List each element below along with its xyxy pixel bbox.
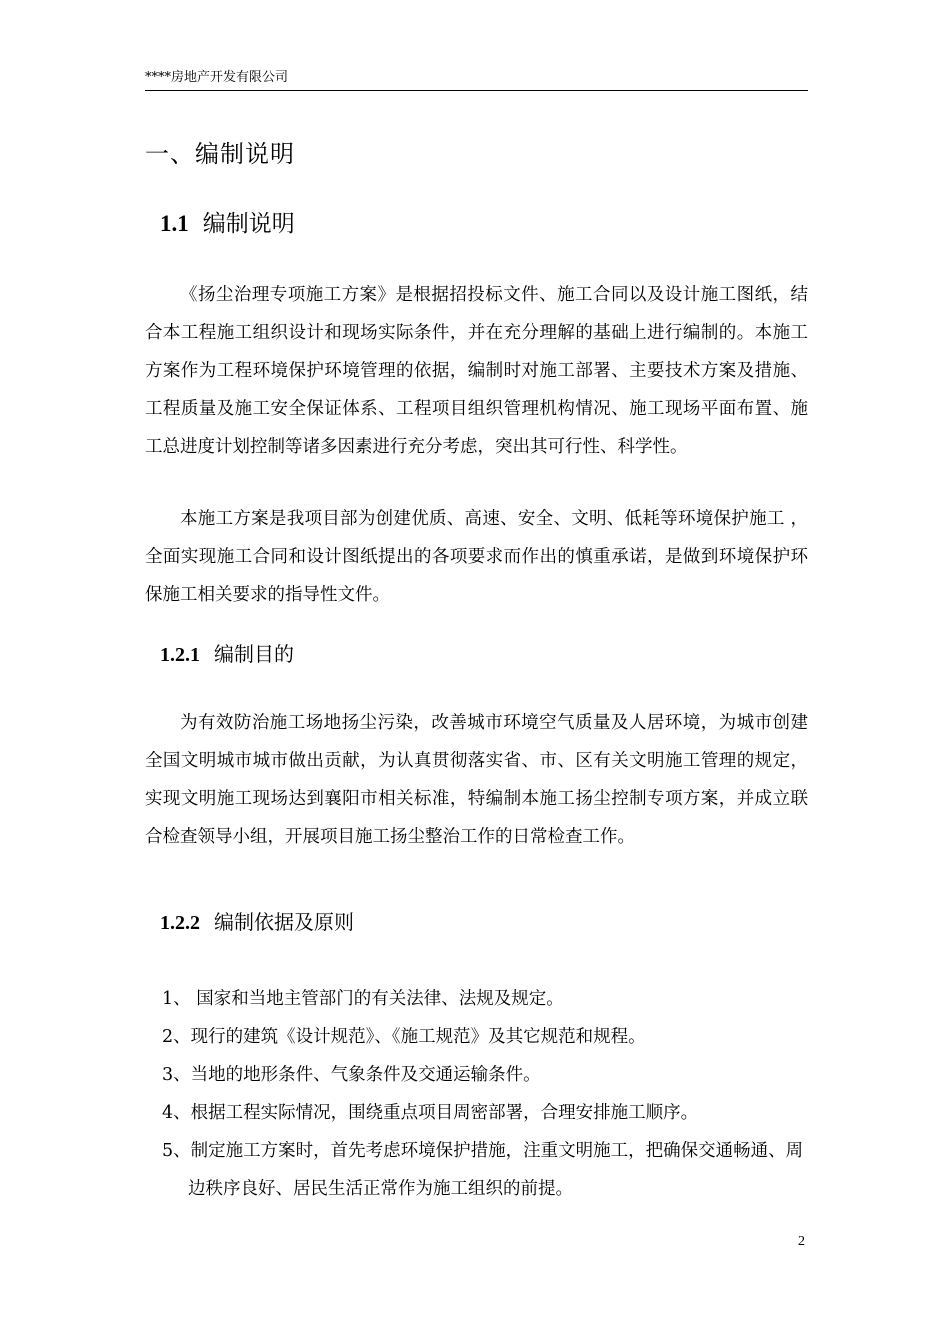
section-heading-1-2-2 [160,907,354,938]
section-number: 1.2.1 [160,644,200,666]
section-title: 编制依据及原则 [214,910,354,934]
list-item: 2、现行的建筑《设计规范》、《施工规范》及其它规范和规程。 [162,1027,646,1047]
paragraph-1: 《扬尘治理专项施工方案》是根据招投标文件、施工合同以及设计施工图纸，结合本工程施工组织设计和现场实际条件，并在充分理解的基础上进行编制的。本施工方案作为工程环境保护环境管理的依据，编制时对施工部署、主要技术方案及措施、工程质量及施工安全保证体系、工程项目组织管理机构情况、施工现场平面布置、施工总进度计划控制等诸多因素进行充分考虑，突出其可行性、科学性。 [145,285,808,457]
page-header [145,70,808,91]
section-number: 1.1 [160,211,189,236]
section-number: 1.2.2 [160,912,200,934]
list-item: 1、 国家和当地主管部门的有关法律、法规及规定。 [162,989,564,1009]
page-number: 2 [798,1234,805,1249]
list-item: 5、制定施工方案时，首先考虑环境保护措施，注重文明施工，把确保交通畅通、周边秩序良好、居民生活正常作为施工组织的前提。 [162,1141,804,1199]
section-heading-1-1 [160,208,295,240]
paragraph-2: 本施工方案是我项目部为创建优质、高速、安全、文明、低耗等环境保护施工 ，全面实现施工合同和设计图纸提出的各项要求而作出的慎重承诺，是做到环境保护环保施工相关要求的指导性文件。 [145,509,808,605]
section-title: 编制说明 [202,211,295,237]
list-item: 4、根据工程实际情况，围绕重点项目周密部署，合理安排施工顺序。 [162,1103,699,1123]
company-name: ****房地产开发有限公司 [145,70,289,85]
section-heading-1: 一、编制说明 [145,140,295,168]
paragraph-purpose: 为有效防治施工场地扬尘污染，改善城市环境空气质量及人居环境，为城市创建全国文明城市城市做出贡献，为认真贯彻落实省、市、区有关文明施工管理的规定，实现文明施工现场达到襄阳市相关标准，特编制本施工扬尘控制专项方案，并成立联合检查领导小组，开展项目施工扬尘整治工作的日常检查工作。 [145,713,808,847]
list-item: 3、当地的地形条件、气象条件及交通运输条件。 [162,1065,541,1085]
section-title: 编制目的 [214,642,294,666]
basis-list [162,980,808,1208]
section-heading-1-2-1 [160,639,294,670]
